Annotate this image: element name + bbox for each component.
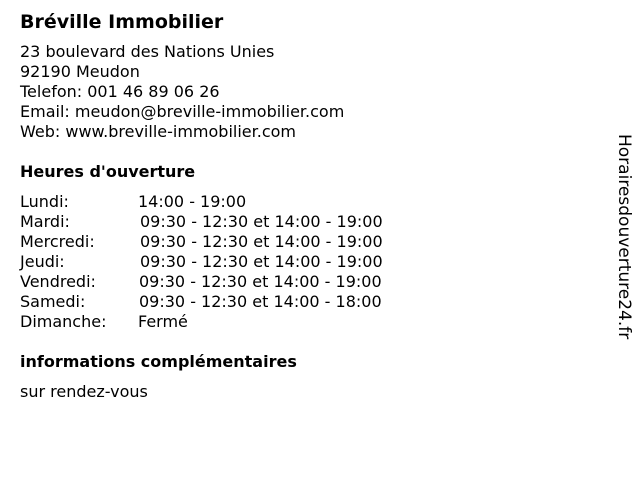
additional-info-text: sur rendez-vous: [20, 382, 148, 401]
business-info: [20, 10, 600, 402]
hours-time: 09:30 - 12:30 et 14:00 - 18:00: [139, 292, 382, 311]
hours-row-sunday: [20, 312, 600, 332]
opening-hours-heading: Heures d'ouverture: [20, 162, 196, 181]
hours-row-tuesday: [20, 212, 600, 232]
address-street: 23 boulevard des Nations Unies: [20, 42, 275, 61]
hours-row-wednesday: [20, 232, 600, 252]
hours-time: 09:30 - 12:30 et 14:00 - 19:00: [140, 232, 383, 251]
business-name: Bréville Immobilier: [20, 11, 224, 33]
address-city: 92190 Meudon: [20, 62, 140, 81]
hours-row-monday: [20, 192, 600, 212]
phone-line[interactable]: Telefon: 001 46 89 06 26: [20, 82, 220, 101]
contact-block: [20, 42, 600, 142]
site-watermark: Horairesdouverture24.fr: [614, 134, 634, 340]
hours-row-saturday: [20, 292, 600, 312]
hours-day: Jeudi:: [20, 252, 65, 271]
hours-day: Mardi:: [20, 212, 70, 231]
web-line[interactable]: Web: www.breville-immobilier.com: [20, 122, 296, 141]
opening-hours-table: [20, 192, 600, 332]
hours-time: 09:30 - 12:30 et 14:00 - 19:00: [140, 212, 383, 231]
email-line[interactable]: Email: meudon@breville-immobilier.com: [20, 102, 345, 121]
hours-time: 14:00 - 19:00: [138, 192, 247, 211]
hours-day: Samedi:: [20, 292, 86, 311]
hours-row-thursday: [20, 252, 600, 272]
hours-day: Vendredi:: [20, 272, 96, 291]
additional-info-heading: informations complémentaires: [20, 352, 297, 371]
hours-time: Fermé: [138, 312, 188, 331]
hours-day: Lundi:: [20, 192, 69, 211]
hours-time: 09:30 - 12:30 et 14:00 - 19:00: [140, 252, 383, 271]
hours-time: 09:30 - 12:30 et 14:00 - 19:00: [139, 272, 382, 291]
hours-day: Mercredi:: [20, 232, 95, 251]
hours-row-friday: [20, 272, 600, 292]
hours-day: Dimanche:: [20, 312, 107, 331]
